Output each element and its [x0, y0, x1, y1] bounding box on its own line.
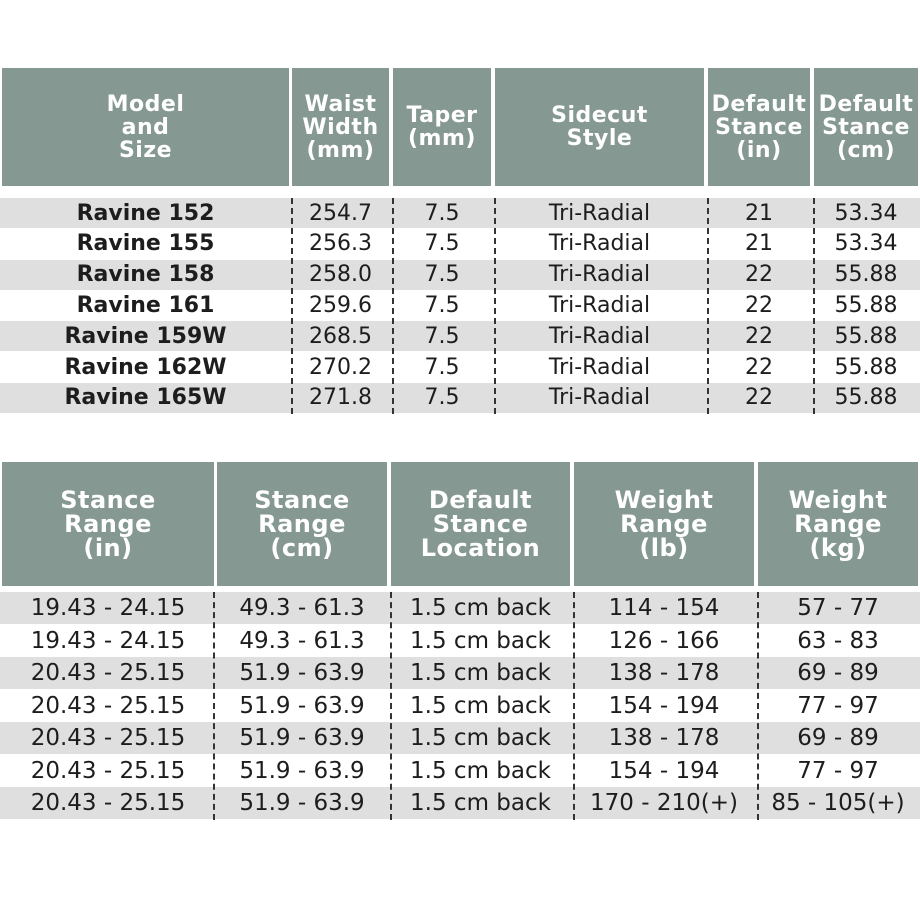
cell-weight-range-lb: 170 - 210(+) — [590, 790, 738, 816]
cell-taper: 7.5 — [424, 385, 460, 411]
table-row — [0, 690, 920, 722]
table-row — [0, 592, 920, 624]
cell-weight-range-kg: 77 - 97 — [797, 692, 879, 719]
stance-weight-table — [0, 462, 920, 816]
table-row — [0, 787, 920, 819]
cell-sidecut-style: Tri-Radial — [548, 385, 651, 411]
cell-default-stance-in: 22 — [745, 354, 773, 380]
cell-stance-range-in: 20.43 - 25.15 — [30, 660, 186, 686]
cell-stance-range-cm: 51.9 - 63.9 — [239, 692, 365, 719]
cell-waist-width: 258.0 — [309, 262, 372, 288]
cell-model-size: Ravine 158 — [76, 262, 215, 288]
stance-weight-table-header — [0, 462, 920, 586]
column-divider — [813, 198, 815, 414]
header-stance-range-in: Stance Range (in) — [2, 462, 214, 586]
header-model-size: Model and Size — [2, 68, 289, 186]
cell-waist-width: 259.6 — [309, 292, 372, 318]
cell-stance-range-in: 19.43 - 24.15 — [30, 627, 186, 654]
cell-taper: 7.5 — [424, 262, 460, 288]
header-waist-width: Waist Width (mm) — [292, 68, 389, 186]
cell-default-stance-cm: 55.88 — [834, 354, 898, 380]
cell-waist-width: 268.5 — [309, 323, 372, 349]
cell-sidecut-style: Tri-Radial — [548, 200, 651, 226]
cell-taper: 7.5 — [424, 354, 460, 380]
header-weight-range-lb: Weight Range (lb) — [574, 462, 754, 586]
cell-weight-range-kg: 77 - 97 — [797, 757, 879, 784]
header-sidecut-style: Sidecut Style — [495, 68, 704, 186]
header-stance-range-cm: Stance Range (cm) — [217, 462, 387, 586]
table-row — [0, 755, 920, 787]
cell-default-stance-cm: 53.34 — [834, 231, 898, 257]
cell-default-stance-in: 22 — [745, 262, 773, 288]
specs-table — [0, 68, 920, 411]
cell-stance-range-in: 20.43 - 25.15 — [30, 757, 186, 784]
cell-model-size: Ravine 159W — [64, 323, 227, 349]
cell-default-stance-cm: 55.88 — [834, 292, 898, 318]
cell-default-stance-location: 1.5 cm back — [410, 595, 551, 621]
column-divider — [390, 592, 392, 820]
cell-model-size: Ravine 161 — [76, 292, 215, 318]
cell-stance-range-in: 19.43 - 24.15 — [30, 595, 186, 621]
cell-weight-range-kg: 85 - 105(+) — [771, 790, 905, 816]
cell-stance-range-in: 20.43 - 25.15 — [30, 725, 186, 751]
cell-weight-range-kg: 69 - 89 — [797, 660, 879, 686]
cell-waist-width: 254.7 — [309, 200, 372, 226]
cell-weight-range-lb: 138 - 178 — [608, 660, 720, 686]
column-divider — [392, 198, 394, 414]
cell-default-stance-location: 1.5 cm back — [410, 725, 551, 751]
cell-default-stance-in: 22 — [745, 292, 773, 318]
specs-table-header — [0, 68, 920, 186]
cell-model-size: Ravine 162W — [64, 354, 227, 380]
cell-waist-width: 270.2 — [309, 354, 372, 380]
table-row — [0, 352, 920, 382]
table-row — [0, 229, 920, 259]
header-taper: Taper (mm) — [393, 68, 491, 186]
cell-stance-range-cm: 51.9 - 63.9 — [239, 660, 365, 686]
cell-sidecut-style: Tri-Radial — [548, 323, 651, 349]
cell-stance-range-cm: 51.9 - 63.9 — [239, 725, 365, 751]
cell-default-stance-location: 1.5 cm back — [410, 757, 551, 784]
column-divider — [757, 592, 759, 820]
column-divider — [573, 592, 575, 820]
cell-weight-range-lb: 154 - 194 — [608, 692, 720, 719]
cell-taper: 7.5 — [424, 292, 460, 318]
table-row — [0, 722, 920, 754]
table-row — [0, 198, 920, 228]
cell-weight-range-lb: 138 - 178 — [608, 725, 720, 751]
cell-stance-range-cm: 49.3 - 61.3 — [239, 627, 365, 654]
cell-sidecut-style: Tri-Radial — [548, 231, 651, 257]
cell-taper: 7.5 — [424, 231, 460, 257]
table-row — [0, 625, 920, 657]
cell-sidecut-style: Tri-Radial — [548, 292, 651, 318]
cell-default-stance-cm: 55.88 — [834, 262, 898, 288]
cell-default-stance-location: 1.5 cm back — [410, 660, 551, 686]
cell-model-size: Ravine 155 — [76, 231, 215, 257]
cell-taper: 7.5 — [424, 323, 460, 349]
column-divider — [494, 198, 496, 414]
header-default-stance-in: Default Stance (in) — [708, 68, 810, 186]
cell-stance-range-cm: 51.9 - 63.9 — [239, 790, 365, 816]
cell-model-size: Ravine 152 — [76, 200, 215, 226]
cell-stance-range-in: 20.43 - 25.15 — [30, 692, 186, 719]
cell-taper: 7.5 — [424, 200, 460, 226]
cell-default-stance-in: 21 — [745, 231, 773, 257]
column-divider — [291, 198, 293, 414]
table-row — [0, 657, 920, 689]
cell-weight-range-lb: 154 - 194 — [608, 757, 720, 784]
cell-default-stance-cm: 53.34 — [834, 200, 898, 226]
cell-default-stance-in: 22 — [745, 323, 773, 349]
cell-waist-width: 256.3 — [309, 231, 372, 257]
cell-weight-range-kg: 57 - 77 — [797, 595, 879, 621]
cell-default-stance-location: 1.5 cm back — [410, 627, 551, 654]
cell-stance-range-cm: 49.3 - 61.3 — [239, 595, 365, 621]
column-divider — [213, 592, 215, 820]
table-row — [0, 321, 920, 351]
cell-default-stance-cm: 55.88 — [834, 385, 898, 411]
header-default-stance-location: Default Stance Location — [391, 462, 570, 586]
header-default-stance-cm: Default Stance (cm) — [814, 68, 918, 186]
cell-model-size: Ravine 165W — [64, 385, 227, 411]
cell-stance-range-in: 20.43 - 25.15 — [30, 790, 186, 816]
cell-default-stance-in: 21 — [745, 200, 773, 226]
cell-default-stance-cm: 55.88 — [834, 323, 898, 349]
cell-sidecut-style: Tri-Radial — [548, 262, 651, 288]
header-weight-range-kg: Weight Range (kg) — [758, 462, 918, 586]
table-row — [0, 290, 920, 320]
cell-weight-range-lb: 114 - 154 — [608, 595, 720, 621]
table-row — [0, 260, 920, 290]
cell-weight-range-kg: 69 - 89 — [797, 725, 879, 751]
cell-default-stance-location: 1.5 cm back — [410, 790, 551, 816]
cell-weight-range-kg: 63 - 83 — [797, 627, 879, 654]
cell-stance-range-cm: 51.9 - 63.9 — [239, 757, 365, 784]
cell-default-stance-location: 1.5 cm back — [410, 692, 551, 719]
table-row — [0, 383, 920, 413]
cell-sidecut-style: Tri-Radial — [548, 354, 651, 380]
cell-default-stance-in: 22 — [745, 385, 773, 411]
cell-waist-width: 271.8 — [309, 385, 372, 411]
cell-weight-range-lb: 126 - 166 — [608, 627, 720, 654]
column-divider — [707, 198, 709, 414]
